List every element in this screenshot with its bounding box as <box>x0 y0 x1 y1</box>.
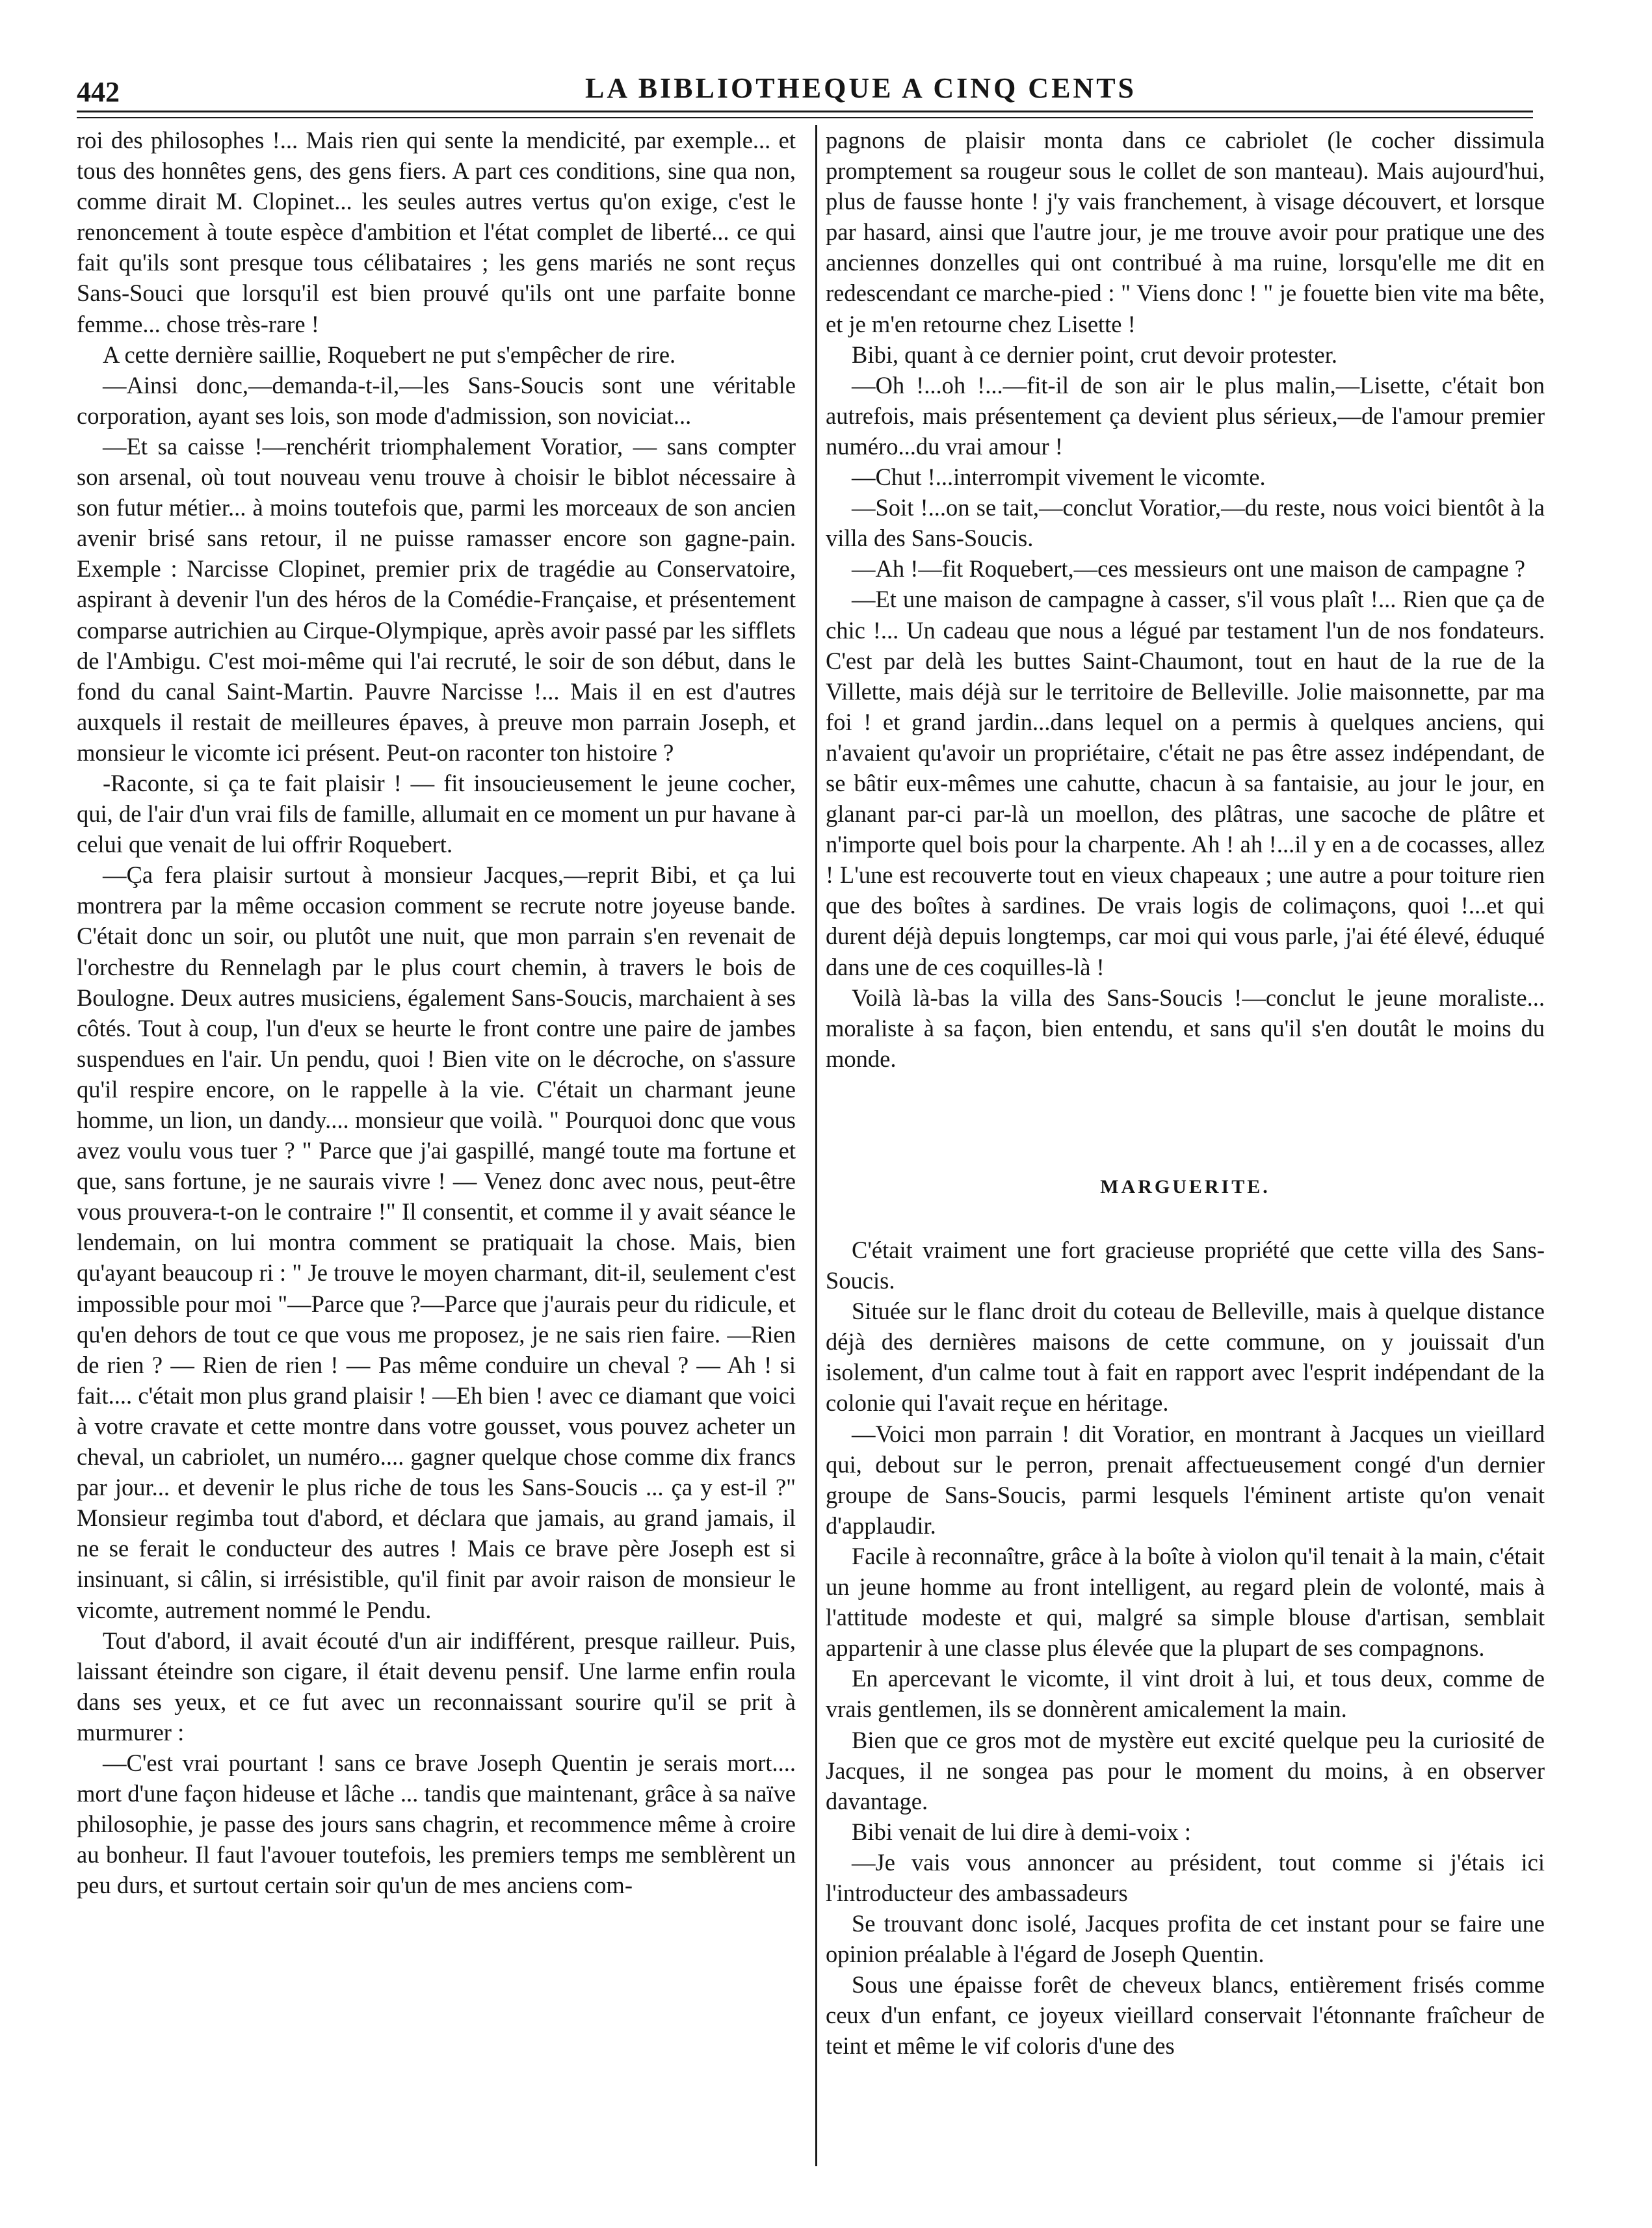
paragraph: Facile à reconnaître, grâce à la boîte à violon qu'il tenait à la main, c'était un jeune homme au front intelligent, au regard plein de volonté, mais à l'attitude modeste et qui, malgré sa simple blouse d'artisan, semblait appartenir à une classe plus élevée que la plupart de ses compagnons. <box>826 1542 1545 1662</box>
paragraph: —C'est vrai pourtant ! sans ce brave Joseph Quentin je serais mort.... mort d'une façon hideuse et lâche ... tandis que maintenant, grâce à sa naïve philosophie, je passe des jours sans chagrin, et recommence même à croire au bonheur. Il faut l'avouer toutefois, les premiers temps me semblèrent un peu durs, et surtout certain soir qu'un de mes anciens com- <box>77 1749 796 1899</box>
paragraph: Tout d'abord, il avait écouté d'un air indifférent, presque railleur. Puis, laissant éteindre son cigare, il était devenu pensif. Une larme enfin roula dans ses yeux, et ce fut avec un reconnaissant sourire qu'il se prit à murmurer : <box>77 1627 796 1746</box>
paragraph: —Chut !...interrompit vivement le vicomte. <box>852 464 1266 491</box>
section-spacer <box>826 1074 1545 1165</box>
paragraph: —Ça fera plaisir surtout à monsieur Jacques,—reprit Bibi, et ça lui montrera par la même occasion comment se recrute notre joyeuse bande. C'était donc un soir, ou plutôt une nuit, que mon parrain s'en revenait de l'orchestre du Rennelagh par le plus court chemin, à travers le bois de Boulogne. Deux autres musiciens, également Sans-Soucis, marchaient à ses côtés. Tout à coup, l'un d'eux se heurte le front contre une paire de jambes suspendues en l'air. Un pendu, quoi ! Bien vite on le décroche, on s'assure qu'il respire encore, on le rappelle à la vie. C'était un charmant jeune homme, un lion, un dandy.... monsieur que voilà. " Pourquoi donc que vous avez voulu vous tuer ? " Parce que j'ai gaspillé, mangé toute ma fortune et que, sans fortune, je ne saurais vivre ! — Venez donc avec nous, peut-être vous prouvera-t-on le contraire !" Il consentit, et comme il y avait séance le lendemain, on lui montra comment se pratiquait la chose. Mais, bien qu'ayant beaucoup ri : " Je trouve le moyen charmant, dit-il, seulement c'est impossible pour moi "—Parce que ?—Parce que j'aurais peur du ridicule, et qu'en dehors de tout ce que vous me proposez, je ne sais rien faire. —Rien de rien ? — Rien de rien ! — Pas même conduire un cheval ? — Ah ! si fait.... c'était mon plus grand plaisir ! —Eh bien ! avec ce diamant que voici à votre cravate et cette montre dans votre gousset, vous pouvez acheter un cheval, un cabriolet, un numéro.... gagner quelque chose comme dix francs par jour... et devenir le plus riche de tous les Sans-Soucis ... ça y est-il ?" Monsieur regimba tout d'abord, et déclara que jamais, au grand jamais, il ne se ferait le conducteur des autres ! Mais ce brave père Joseph est si insinuant, si câlin, si irrésistible, qu'il finit par avoir raison de monsieur le vicomte, autrement nommé le Pendu. <box>77 861 796 1623</box>
paragraph: —Ah !—fit Roquebert,—ces messieurs ont une maison de campagne ? <box>852 555 1525 583</box>
section-heading: MARGUERITE. <box>1100 1175 1270 1198</box>
paragraph: Se trouvant donc isolé, Jacques profita de cet instant pour se faire une opinion préalable à l'égard de Joseph Quentin. <box>826 1910 1545 1968</box>
paragraph: A cette dernière saillie, Roquebert ne put s'empêcher de rire. <box>103 341 676 368</box>
paragraph: Située sur le flanc droit du coteau de Belleville, mais à quelque distance déjà des dernières maisons de cette commune, on y jouissait d'un isolement, d'un calme tout à fait en rapport avec l'esprit indépendant de la colonie qui l'avait reçue en héritage. <box>826 1298 1545 1417</box>
paragraph: Bien que ce gros mot de mystère eut excité quelque peu la curiosité de Jacques, il ne songea pas pour le moment du moins, à en observer davantage. <box>826 1726 1545 1815</box>
paragraph: Bibi, quant à ce dernier point, crut devoir protester. <box>852 341 1338 368</box>
paragraph: Voilà là-bas la villa des Sans-Soucis !—conclut le jeune moraliste... moraliste à sa façon, bien entendu, et sans qu'il s'en doutât le moins du monde. <box>826 984 1545 1072</box>
paragraph: —Ainsi donc,—demanda-t-il,—les Sans-Soucis sont une véritable corporation, ayant ses lois, son mode d'admission, son noviciat... <box>77 371 796 429</box>
page-title: LA BIBLIOTHEQUE A CINQ CENTS <box>585 72 1137 104</box>
right-column <box>826 125 1545 2173</box>
paragraph: —Et une maison de campagne à casser, s'il vous plaît !... Rien que ça de chic !... Un cadeau que nous a légué par testament l'un de nos fondateurs. C'est par delà les buttes Saint-Chaumont, tout en haut de la rue de la Villette, mais déjà sur le territoire de Belleville. Jolie maisonnette, par ma foi ! et grand jardin...dans lequel on a permis à quelques anciens, qui n'avaient qu'avoir un propriétaire, c'était ne pas être assez indépendant, de se bâtir eux-mêmes une cahutte, chacun à sa fantaisie, au jour le jour, en glanant par-ci par-là un moellon, des plâtras, une sacoche de plâtre et n'importe quel bois pour la charpente. Ah ! ah !...il y en a de cocasses, allez ! L'une est recouverte tout en vieux chapeaux ; une autre a pour toiture rien que des boîtes à sardines. De vrais logis de colimaçons, quoi !...et qui durent déjà depuis longtemps, car moi qui vous parle, j'ai été élevé, éduqué dans une de ces coquilles-là ! <box>826 586 1545 980</box>
paragraph: Sous une épaisse forêt de cheveux blancs, entièrement frisés comme ceux d'un enfant, ce joyeux vieillard conservait l'étonnante fraîcheur de teint et même le vif coloris d'une des <box>826 1971 1545 2060</box>
page-number: 442 <box>77 76 120 108</box>
paragraph: pagnons de plaisir monta dans ce cabriolet (le cocher dissimula promptement sa rougeur sous le collet de son manteau). Mais aujourd'hui, plus de fausse honte ! j'y vais franchement, à visage découvert, et lorsque par hasard, ainsi que l'autre jour, je me trouve avoir pour pratique une des anciennes donzelles qui ont contribué à ma ruine, lorsqu'elle me dit en redescendant ce marche-pied : " Viens donc ! " je fouette bien vite ma bête, et je m'en retourne chez Lisette ! <box>826 127 1545 337</box>
paragraph: —Soit !...on se tait,—conclut Voratior,—du reste, nous voici bientôt à la villa des Sans-Soucis. <box>826 494 1545 552</box>
left-column <box>77 125 796 2173</box>
paragraph: —Et sa caisse !—renchérit triomphalement Voratior, — sans compter son arsenal, où tout nouveau venu trouve à choisir le biblot nécessaire à son futur métier... à moins toutefois que, parmi les morceaux de son ancien avenir brisé sans retour, il ne puisse ramasser encore son gagne-pain. Exemple : Narcisse Clopinet, premier prix de tragédie au Conservatoire, aspirant à devenir l'un des héros de la Comédie-Française, et présentement comparse autrichien au Cirque-Olympique, après avoir passé par les sifflets de l'Ambigu. C'est moi-même qui l'ai recruté, le soir de son début, dans le fond du canal Saint-Martin. Pauvre Narcisse !... Mais il en est d'autres auxquels il restait de meilleures épaves, à preuve mon parrain Joseph, et monsieur le vicomte ici présent. Peut-on raconter ton histoire ? <box>77 432 796 766</box>
paragraph: C'était vraiment une fort gracieuse propriété que cette villa des Sans-Soucis. <box>826 1237 1545 1294</box>
paragraph: Bibi venait de lui dire à demi-voix : <box>852 1818 1192 1845</box>
header-rule <box>77 111 1533 112</box>
paragraph: —Oh !...oh !...—fit-il de son air le plus malin,—Lisette, c'était bon autrefois, mais présentement ça devient plus sérieux,—de l'amour premier numéro...du vrai amour ! <box>826 371 1545 460</box>
column-divider <box>815 125 817 2166</box>
paragraph: —Voici mon parrain ! dit Voratior, en montrant à Jacques un vieillard qui, debout sur le perron, prenait affectueusement congé d'un dernier groupe de Sans-Soucis, parmi lesquels l'éminent artiste qu'on venait d'applaudir. <box>826 1420 1545 1539</box>
paragraph: —Je vais vous annoncer au président, tout comme si j'étais ici l'introducteur des ambassadeurs <box>826 1848 1545 1906</box>
paragraph: -Raconte, si ça te fait plaisir ! — fit insoucieusement le jeune cocher, qui, de l'air d'un vrai fils de famille, allumait en ce moment un pur havane à celui que venait de lui offrir Roquebert. <box>77 769 796 858</box>
header-rule-secondary <box>77 117 1533 118</box>
paragraph: En apercevant le vicomte, il vint droit à lui, et tous deux, comme de vrais gentlemen, ils se donnèrent amicalement la main. <box>826 1665 1545 1723</box>
paragraph: roi des philosophes !... Mais rien qui sente la mendicité, par exemple... et tous des honnêtes gens, des gens fiers. A part ces conditions, sine qua non, comme dirait M. Clopinet... les seules autres vertus qu'on exige, c'est le renoncement à toute espèce d'ambition et l'état complet de liberté... ce qui fait qu'ils sont presque tous célibataires ; les gens mariés ne sont reçus Sans-Souci que lorsqu'il est bien prouvé qu'ils ont une parfaite bonne femme... chose très-rare ! <box>77 127 796 337</box>
